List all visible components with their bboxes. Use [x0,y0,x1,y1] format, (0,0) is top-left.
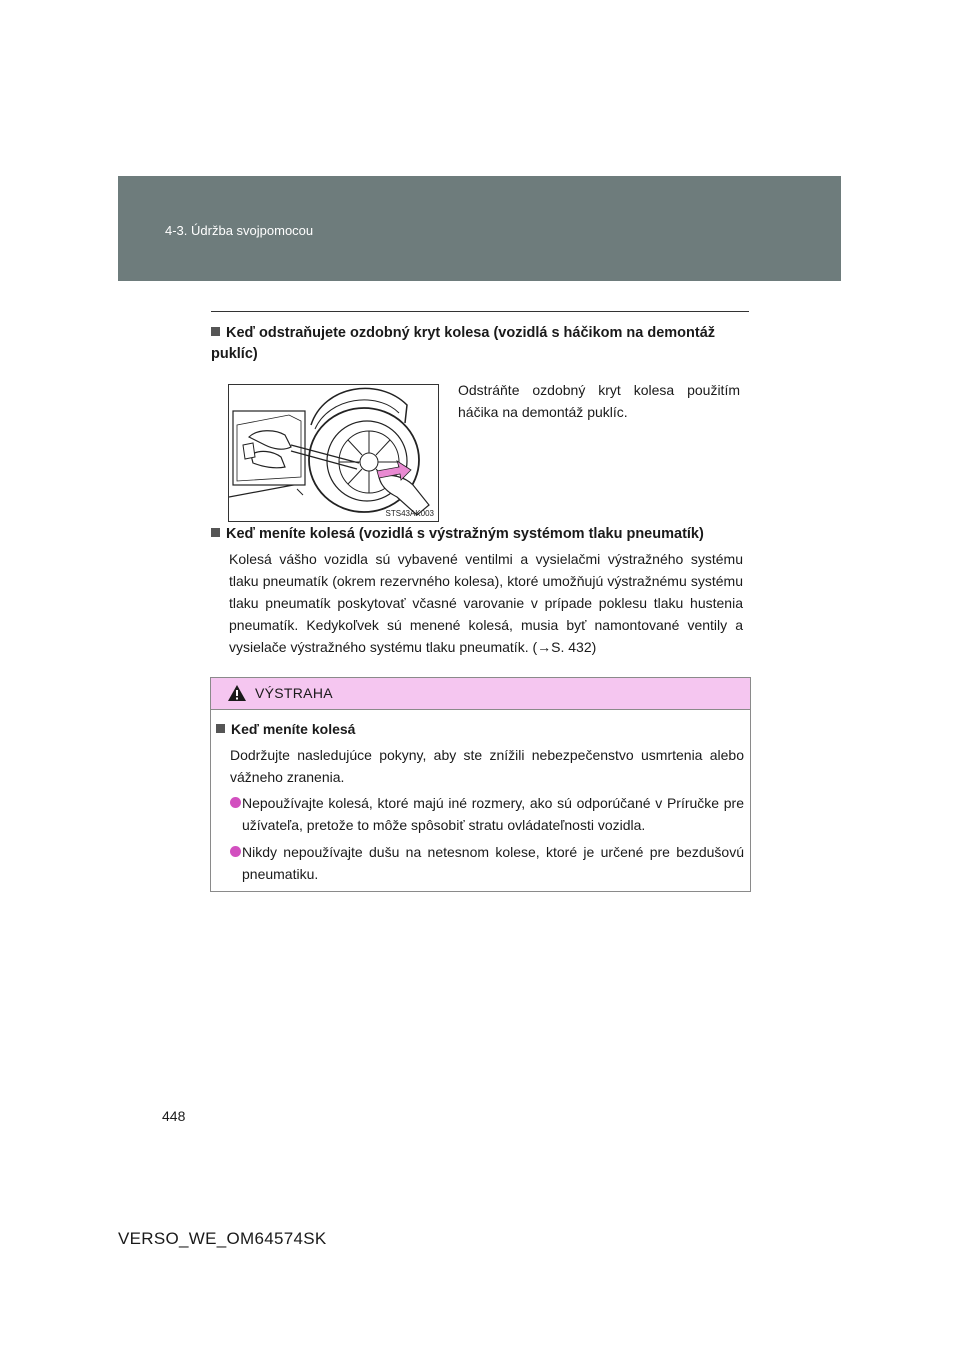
warning-subheading [216,721,355,737]
warning-bullet-text: Nikdy nepoužívajte dušu na netesnom kolese, ktoré je určené pre bezdušovú pneumatiku. [242,844,744,882]
section-label: 4-3. Údržba svojpomocou [165,223,314,238]
circle-bullet-icon [230,846,241,857]
warning-bullet [230,841,744,885]
square-bullet-icon [211,327,220,336]
figure-code: STS43AK003 [385,509,434,518]
top-divider [211,311,749,312]
section-header-bar [118,176,841,281]
document-code: VERSO_WE_OM64574SK [118,1229,327,1248]
warning-bullet-text: Nepoužívajte kolesá, ktoré majú iné rozmery, ako sú odporúčané v Príručke pre užívateľa, pretože to môže spôsobiť stratu ovládateľnosti vozidla. [242,795,744,833]
heading-wheel-cover [211,323,749,365]
heading-wheel-cover-text: Keď odstraňujete ozdobný kryt kolesa (vozidlá s háčikom na demontáž puklíc) [211,325,716,362]
square-bullet-icon [211,528,220,537]
wheel-illustration-icon [229,385,438,521]
square-bullet-icon [216,724,225,733]
warning-box [210,677,751,892]
heading-tire-pressure-text: Keď meníte kolesá (vozidlá s výstražným systémom tlaku pneumatík) [226,526,704,542]
warning-subheading-text: Keď meníte kolesá [231,721,356,737]
warning-triangle-icon [227,684,247,702]
heading-tire-pressure [211,524,749,545]
wheel-cover-illustration [228,384,439,522]
page-number: 448 [162,1108,186,1124]
figure-caption: Odstráňte ozdobný kryt kolesa použitím háčika na demontáž puklíc. [458,382,740,420]
warning-intro: Dodržujte nasledujúce pokyny, aby ste znížili nebezpečenstvo usmrtenia alebo vážneho zranenia. [230,747,744,785]
circle-bullet-icon [230,797,241,808]
warning-header [211,678,750,710]
warning-title: VÝSTRAHA [255,685,333,701]
tire-pressure-paragraph: Kolesá vášho vozidla sú vybavené ventilmi a vysielačmi výstražného systému tlaku pneumatík (okrem rezervného kolesa), ktoré umožňujú výstražnému systému tlaku pneumatík poskytovať včasné varovanie v prípade poklesu tlaku hustenia pneumatík. Kedykoľvek sú menené kolesá, musia byť namontované ventily a vysielače výstražného systému tlaku pneumatík. (→S. 432) [229,551,743,655]
warning-bullet [230,792,744,836]
